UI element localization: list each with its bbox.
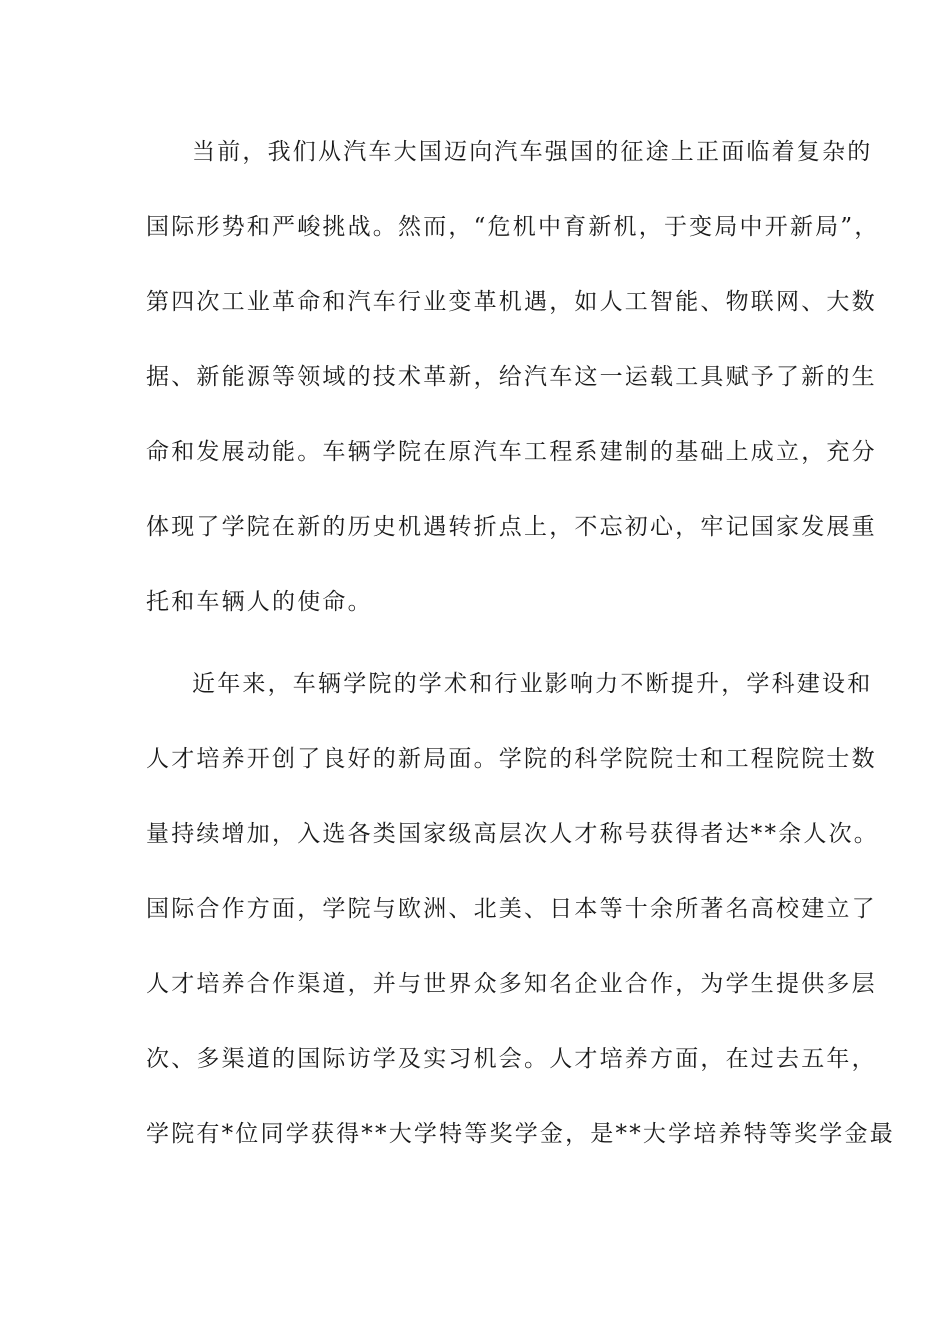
paragraph-line: 据、新能源等领域的技术革新，给汽车这一运载工具赋予了新的生: [146, 364, 877, 390]
paragraph-line: 国际形势和严峻挑战。然而，“危机中育新机，于变局中开新局”，: [146, 214, 880, 240]
paragraph-line: 人才培养开创了良好的新局面。学院的科学院院士和工程院院士数: [146, 746, 877, 772]
paragraph-line: 命和发展动能。车辆学院在原汽车工程系建制的基础上成立，充分: [146, 439, 877, 465]
paragraph-line: 体现了学院在新的历史机遇转折点上，不忘初心，牢记国家发展重: [146, 514, 877, 540]
paragraph-line: 次、多渠道的国际访学及实习机会。人才培养方面，在过去五年，: [146, 1046, 877, 1072]
paragraph-line: 人才培养合作渠道，并与世界众多知名企业合作，为学生提供多层: [146, 971, 877, 997]
paragraph-line: 当前，我们从汽车大国迈向汽车强国的征途上正面临着复杂的: [192, 139, 873, 165]
paragraph-line: 托和车辆人的使命。: [146, 589, 373, 615]
paragraph-line: 近年来，车辆学院的学术和行业影响力不断提升，学科建设和: [192, 671, 873, 697]
paragraph-line: 量持续增加，入选各类国家级高层次人才称号获得者达**余人次。: [146, 821, 879, 847]
paragraph-line: 国际合作方面，学院与欧洲、北美、日本等十余所著名高校建立了: [146, 896, 877, 922]
paragraph-line: 学院有*位同学获得**大学特等奖学金，是**大学培养特等奖学金最: [146, 1121, 895, 1147]
paragraph-line: 第四次工业革命和汽车行业变革机遇，如人工智能、物联网、大数: [146, 289, 877, 315]
